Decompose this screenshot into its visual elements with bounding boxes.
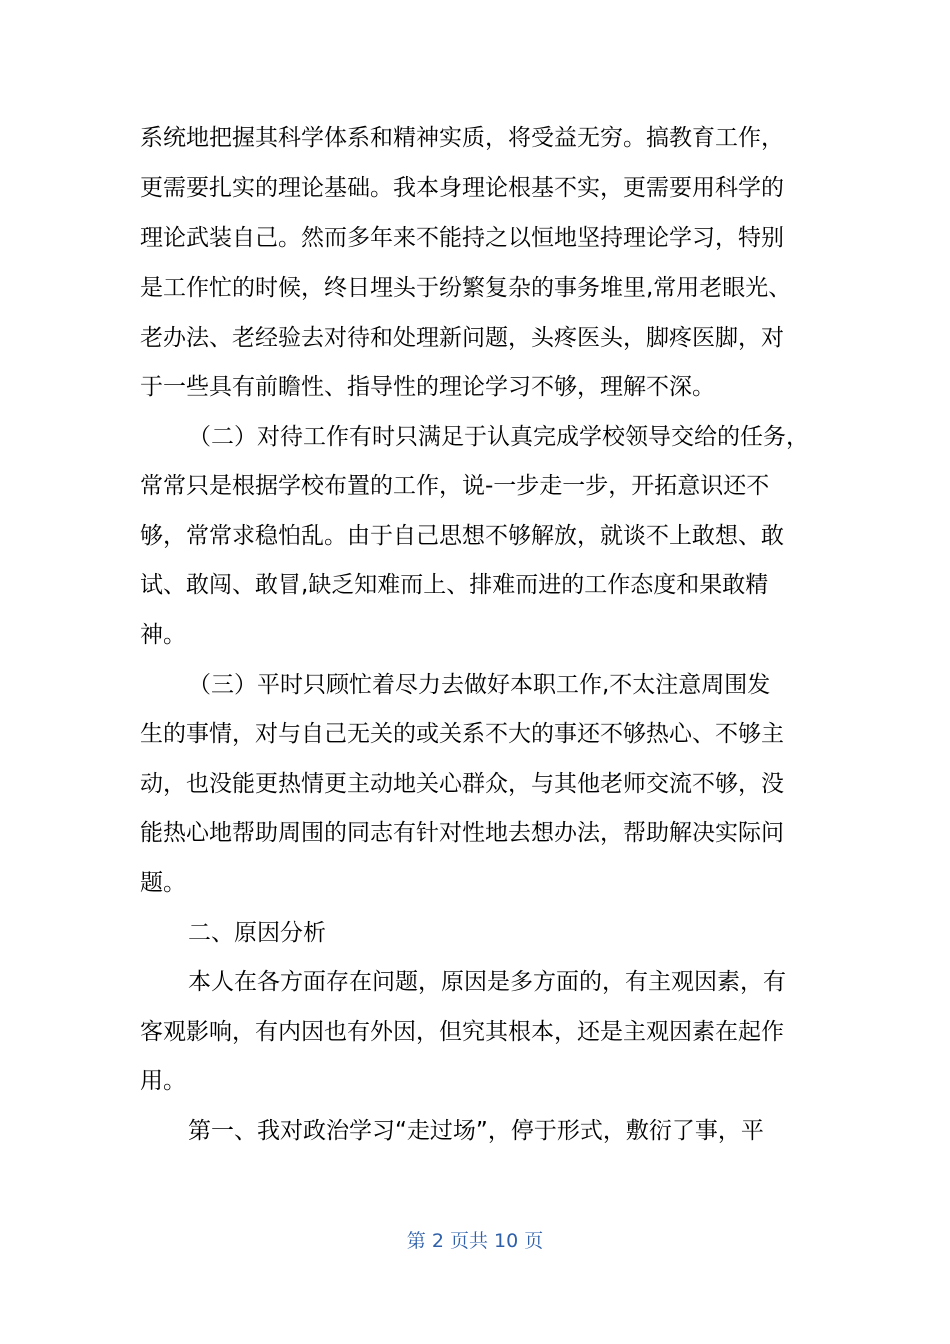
paragraph-heading-3: （三）平时只顾忙着尽力去做好本职工作,不太注意周围发 <box>188 672 771 698</box>
text-line: 系统地把握其科学体系和精神实质，将受益无穷。搞教育工作， <box>140 125 784 151</box>
text-line: 题。 <box>140 870 186 896</box>
text-line: 老办法、老经验去对待和处理新问题，头疼医头，脚疼医脚，对 <box>140 325 784 351</box>
text-line: 常常只是根据学校布置的工作，说-一步走一步，开拓意识还不 <box>140 473 770 499</box>
text-line: 客观影响，有内因也有外因，但究其根本，还是主观因素在起作 <box>140 1019 784 1045</box>
text-line: 本人在各方面存在问题，原因是多方面的，有主观因素，有 <box>188 969 786 995</box>
page-number-footer: 第 2 页共 10 页 <box>406 1230 544 1252</box>
text-line: 生的事情，对与自己无关的或关系不大的事还不够热心、不够主 <box>140 721 784 747</box>
text-line: 动，也没能更热情更主动地关心群众，与其他老师交流不够，没 <box>140 771 784 797</box>
text-line: 试、敢闯、敢冒,缺乏知难而上、排难而进的工作态度和果敢精 <box>140 572 769 598</box>
paragraph-heading-2: （二）对待工作有时只满足于认真完成学校领导交给的任务， <box>188 424 809 450</box>
text-line: 第一、我对政治学习“走过场”，停于形式，敷衍了事，平 <box>188 1118 764 1144</box>
text-line: 于一些具有前瞻性、指导性的理论学习不够，理解不深。 <box>140 374 715 400</box>
text-line: 能热心地帮助周围的同志有针对性地去想办法，帮助解决实际问 <box>140 820 784 846</box>
text-line: 神。 <box>140 622 186 648</box>
text-line: 理论武装自己。然而多年来不能持之以恒地坚持理论学习，特别 <box>140 225 784 251</box>
text-line: 用。 <box>140 1068 186 1094</box>
text-line: 够，常常求稳怕乱。由于自己思想不够解放，就谈不上敢想、敢 <box>140 523 784 549</box>
section-heading: 二、原因分析 <box>188 920 326 946</box>
text-line: 是工作忙的时候，终日埋头于纷繁复杂的事务堆里,常用老眼光、 <box>140 275 792 301</box>
text-line: 更需要扎实的理论基础。我本身理论根基不实，更需要用科学的 <box>140 175 784 201</box>
